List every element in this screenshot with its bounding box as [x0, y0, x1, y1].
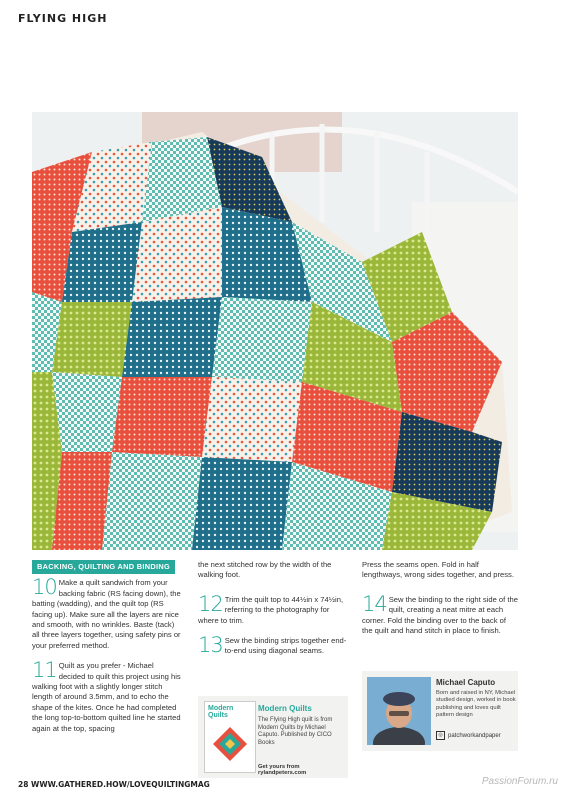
step-number: 12	[198, 591, 223, 616]
text-column-3	[362, 560, 518, 646]
author-bio: Born and raised in NY, Michael studied design, worked in book publishing and loves quilt pattern design	[436, 690, 516, 719]
running-title: FLYING HIGH	[18, 12, 108, 25]
step-13-continued	[362, 560, 518, 581]
step-14	[362, 591, 518, 637]
section-heading: BACKING, QUILTING AND BINDING	[32, 560, 175, 574]
step-number: 11	[32, 658, 57, 683]
step-text: Quilt as you prefer - Michael decided to quilt this project using his walking foot with a slightly longer stitch length of around 3.5mm, and to echo the shape of the kites. Once he had completed the long top-to-bottom quilted line he started again at the top, spacing	[32, 661, 181, 733]
book-cover-title: Modern Quilts	[208, 705, 234, 719]
book-cover-image	[204, 701, 256, 773]
step-text: the next stitched row by the width of the walking foot.	[198, 560, 332, 580]
step-text: Sew the binding strips together end-to-end using diagonal seams.	[224, 636, 347, 656]
quilt-photo	[32, 112, 518, 550]
text-column-2	[198, 560, 348, 667]
step-number: 13	[198, 633, 223, 658]
step-text: Make a quilt sandwich from your backing fabric (RS facing down), the batting (wadding), and the quilt top (RS facing up). Make sure all the layers are nice and smooth, with no wrinkles. Baste (tack) all three layers together, using safety pins or your preferred method.	[32, 578, 181, 650]
step-number: 10	[32, 575, 57, 600]
step-12	[198, 591, 348, 626]
author-name: Michael Caputo	[436, 678, 496, 687]
instagram-icon: ◎	[436, 731, 445, 740]
book-description: The Flying High quilt is from Modern Quilts by Michael Caputo. Published by CICO Books	[258, 717, 333, 746]
step-text: Press the seams open. Fold in half lengthways, wrong sides together, and press.	[362, 560, 514, 580]
book-link[interactable]: Get yours from rylandpeters.com	[258, 764, 307, 776]
step-text: Sew the binding to the right side of the quilt, creating a neat mitre at each corner. Fold the binding over to the back of the quilt and hand stitch in place to finish.	[362, 594, 518, 636]
step-11-continued	[198, 560, 348, 581]
page-footer: 28 WWW.GATHERED.HOW/LOVEQUILTINGMAG	[18, 780, 210, 789]
step-number: 14	[362, 591, 387, 616]
book-title: Modern Quilts	[258, 704, 312, 713]
step-10	[32, 575, 182, 651]
step-11	[32, 658, 182, 734]
step-13	[198, 633, 348, 658]
step-text: Trim the quilt top to 44½in x 74½in, referring to the photography for where to trim.	[198, 594, 344, 625]
watermark: PassionForum.ru	[481, 776, 558, 787]
author-photo	[367, 677, 431, 745]
author-social[interactable]	[436, 731, 501, 740]
book-promo-box	[198, 696, 348, 778]
author-box	[362, 671, 518, 751]
author-social-handle: patchworkandpaper	[448, 733, 501, 740]
text-column-1	[32, 560, 182, 744]
